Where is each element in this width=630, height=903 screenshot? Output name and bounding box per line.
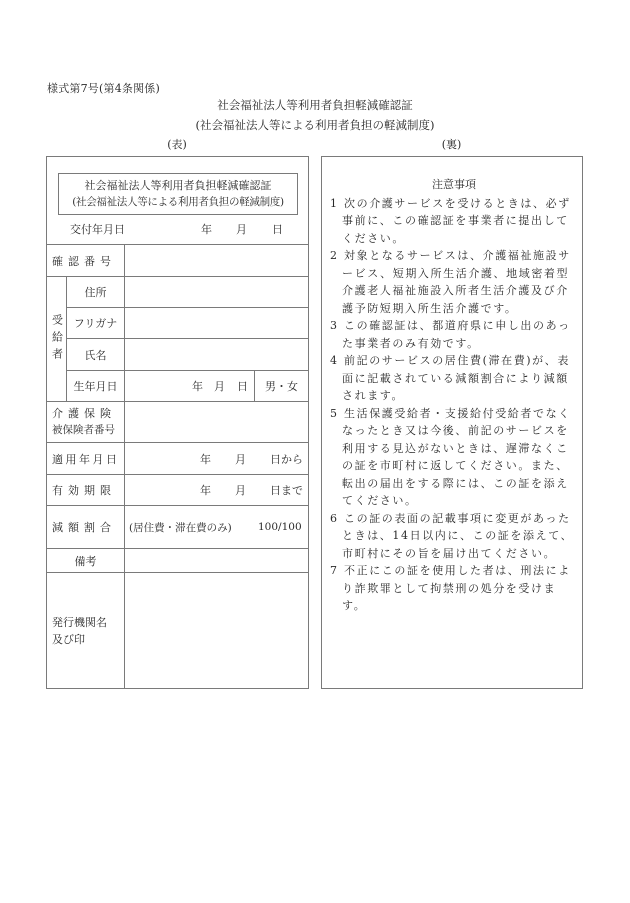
- note-item: [330, 317, 578, 352]
- note-item: [330, 195, 578, 248]
- note-number: 1: [330, 196, 337, 210]
- note-number: 2: [330, 249, 337, 262]
- furigana-label: フリガナ: [73, 317, 118, 330]
- valid-day: 日まで: [270, 484, 303, 497]
- note-number: 3: [330, 319, 337, 332]
- insurance-number-label: [52, 404, 124, 440]
- valid-period-label: 有効期限: [52, 484, 116, 497]
- gender-selector[interactable]: 男・女: [265, 380, 298, 393]
- note-number: 4: [330, 354, 337, 367]
- notes-section: [330, 176, 578, 615]
- note-item: [330, 352, 578, 405]
- birthdate-label: 生年月日: [73, 380, 118, 393]
- applicable-year: 年: [200, 452, 211, 466]
- address-label: 住所: [84, 286, 107, 299]
- applicable-day: 日から: [270, 452, 303, 466]
- card-subtitle: (社会福祉法人等による利用者負担の軽減制度): [72, 196, 284, 208]
- issuer-seal-field[interactable]: [125, 573, 308, 688]
- reduction-rate-value: 100/100: [258, 521, 302, 533]
- note-text: 生活保護受給者・支援給付受給者でなくなったとき又は今後、前記のサービスを利用する見込がないときは、遅滞なくこの証を市町村に返してください。また、転出の届出をする際には、この証を添えてください。: [342, 406, 571, 507]
- recipient-label: 受給者: [50, 313, 64, 365]
- birthdate-month: 月: [214, 380, 225, 393]
- insurance-label-line1: 介護保険: [52, 407, 116, 420]
- card-title-box: [58, 173, 298, 215]
- issuer-label: [52, 573, 124, 688]
- applicable-date-label: 適用年月日: [52, 452, 120, 466]
- note-text: この証の表面の記載事項に変更があったときは、14日以内に、この証を添えて、市町村にその旨を届け出てください。: [342, 511, 574, 560]
- issue-date-day: 日: [272, 223, 283, 236]
- card-title: 社会福祉法人等利用者負担軽減確認証: [84, 179, 272, 192]
- document-subtitle: (社会福祉法人等による利用者負担の軽減制度): [195, 118, 435, 132]
- note-number: 5: [330, 406, 337, 420]
- reduction-rate-label: 減額割合: [52, 521, 116, 534]
- confirmation-number-field[interactable]: [125, 245, 308, 276]
- insurance-label-line2: 被保険者番号: [52, 424, 115, 436]
- name-field[interactable]: [125, 339, 308, 370]
- birthdate-year: 年: [192, 380, 203, 393]
- note-number: 6: [330, 511, 337, 525]
- insurance-number-field[interactable]: [125, 402, 308, 442]
- note-text: この確認証は、都道府県に申し出のあった事業者のみ有効です。: [342, 319, 571, 350]
- issue-date-month: 月: [236, 223, 247, 236]
- form-number: 様式第7号(第4条関係): [47, 82, 160, 95]
- issuer-label-line1: 発行機関名: [52, 615, 107, 629]
- valid-month: 月: [235, 484, 246, 497]
- note-number: 7: [330, 564, 337, 577]
- front-side-label: (表): [167, 138, 187, 151]
- birthdate-day: 日: [237, 380, 248, 393]
- address-field[interactable]: [125, 277, 308, 307]
- issuer-label-line2: 及び印: [52, 632, 85, 646]
- note-text: 前記のサービスの居住費(滞在費)が、表面に記載されている減額割合により減額されます。: [342, 354, 570, 402]
- issue-date-year: 年: [201, 223, 212, 236]
- notes-heading: 注意事項: [432, 178, 476, 191]
- note-item: [330, 405, 578, 510]
- furigana-field[interactable]: [125, 308, 308, 338]
- remarks-field[interactable]: [125, 549, 308, 572]
- note-text: 次の介護サービスを受けるときは、必ず事前に、この確認証を事業者に提出してください。: [342, 196, 571, 245]
- note-text: 対象となるサービスは、介護福祉施設サービス、短期入所生活介護、地域密着型介護老人福祉施設入所者生活介護及び介護予防短期入所生活介護です。: [342, 249, 571, 315]
- name-label: 氏名: [84, 348, 107, 362]
- note-item: [330, 562, 578, 615]
- valid-year: 年: [200, 484, 211, 497]
- reduction-rate-note: (居住費・滞在費のみ): [129, 521, 232, 534]
- note-text: 不正にこの証を使用した者は、刑法により詐欺罪として拘禁刑の処分を受けます。: [342, 564, 571, 612]
- remarks-label: 備考: [74, 554, 97, 568]
- back-side-label: (裏): [441, 138, 462, 151]
- document-title: 社会福祉法人等利用者負担軽減確認証: [217, 98, 413, 112]
- issue-date-label: 交付年月日: [70, 223, 125, 236]
- note-item: [330, 510, 578, 563]
- confirmation-number-label: 確認番号: [52, 254, 116, 268]
- note-item: [330, 247, 578, 317]
- applicable-month: 月: [235, 452, 246, 466]
